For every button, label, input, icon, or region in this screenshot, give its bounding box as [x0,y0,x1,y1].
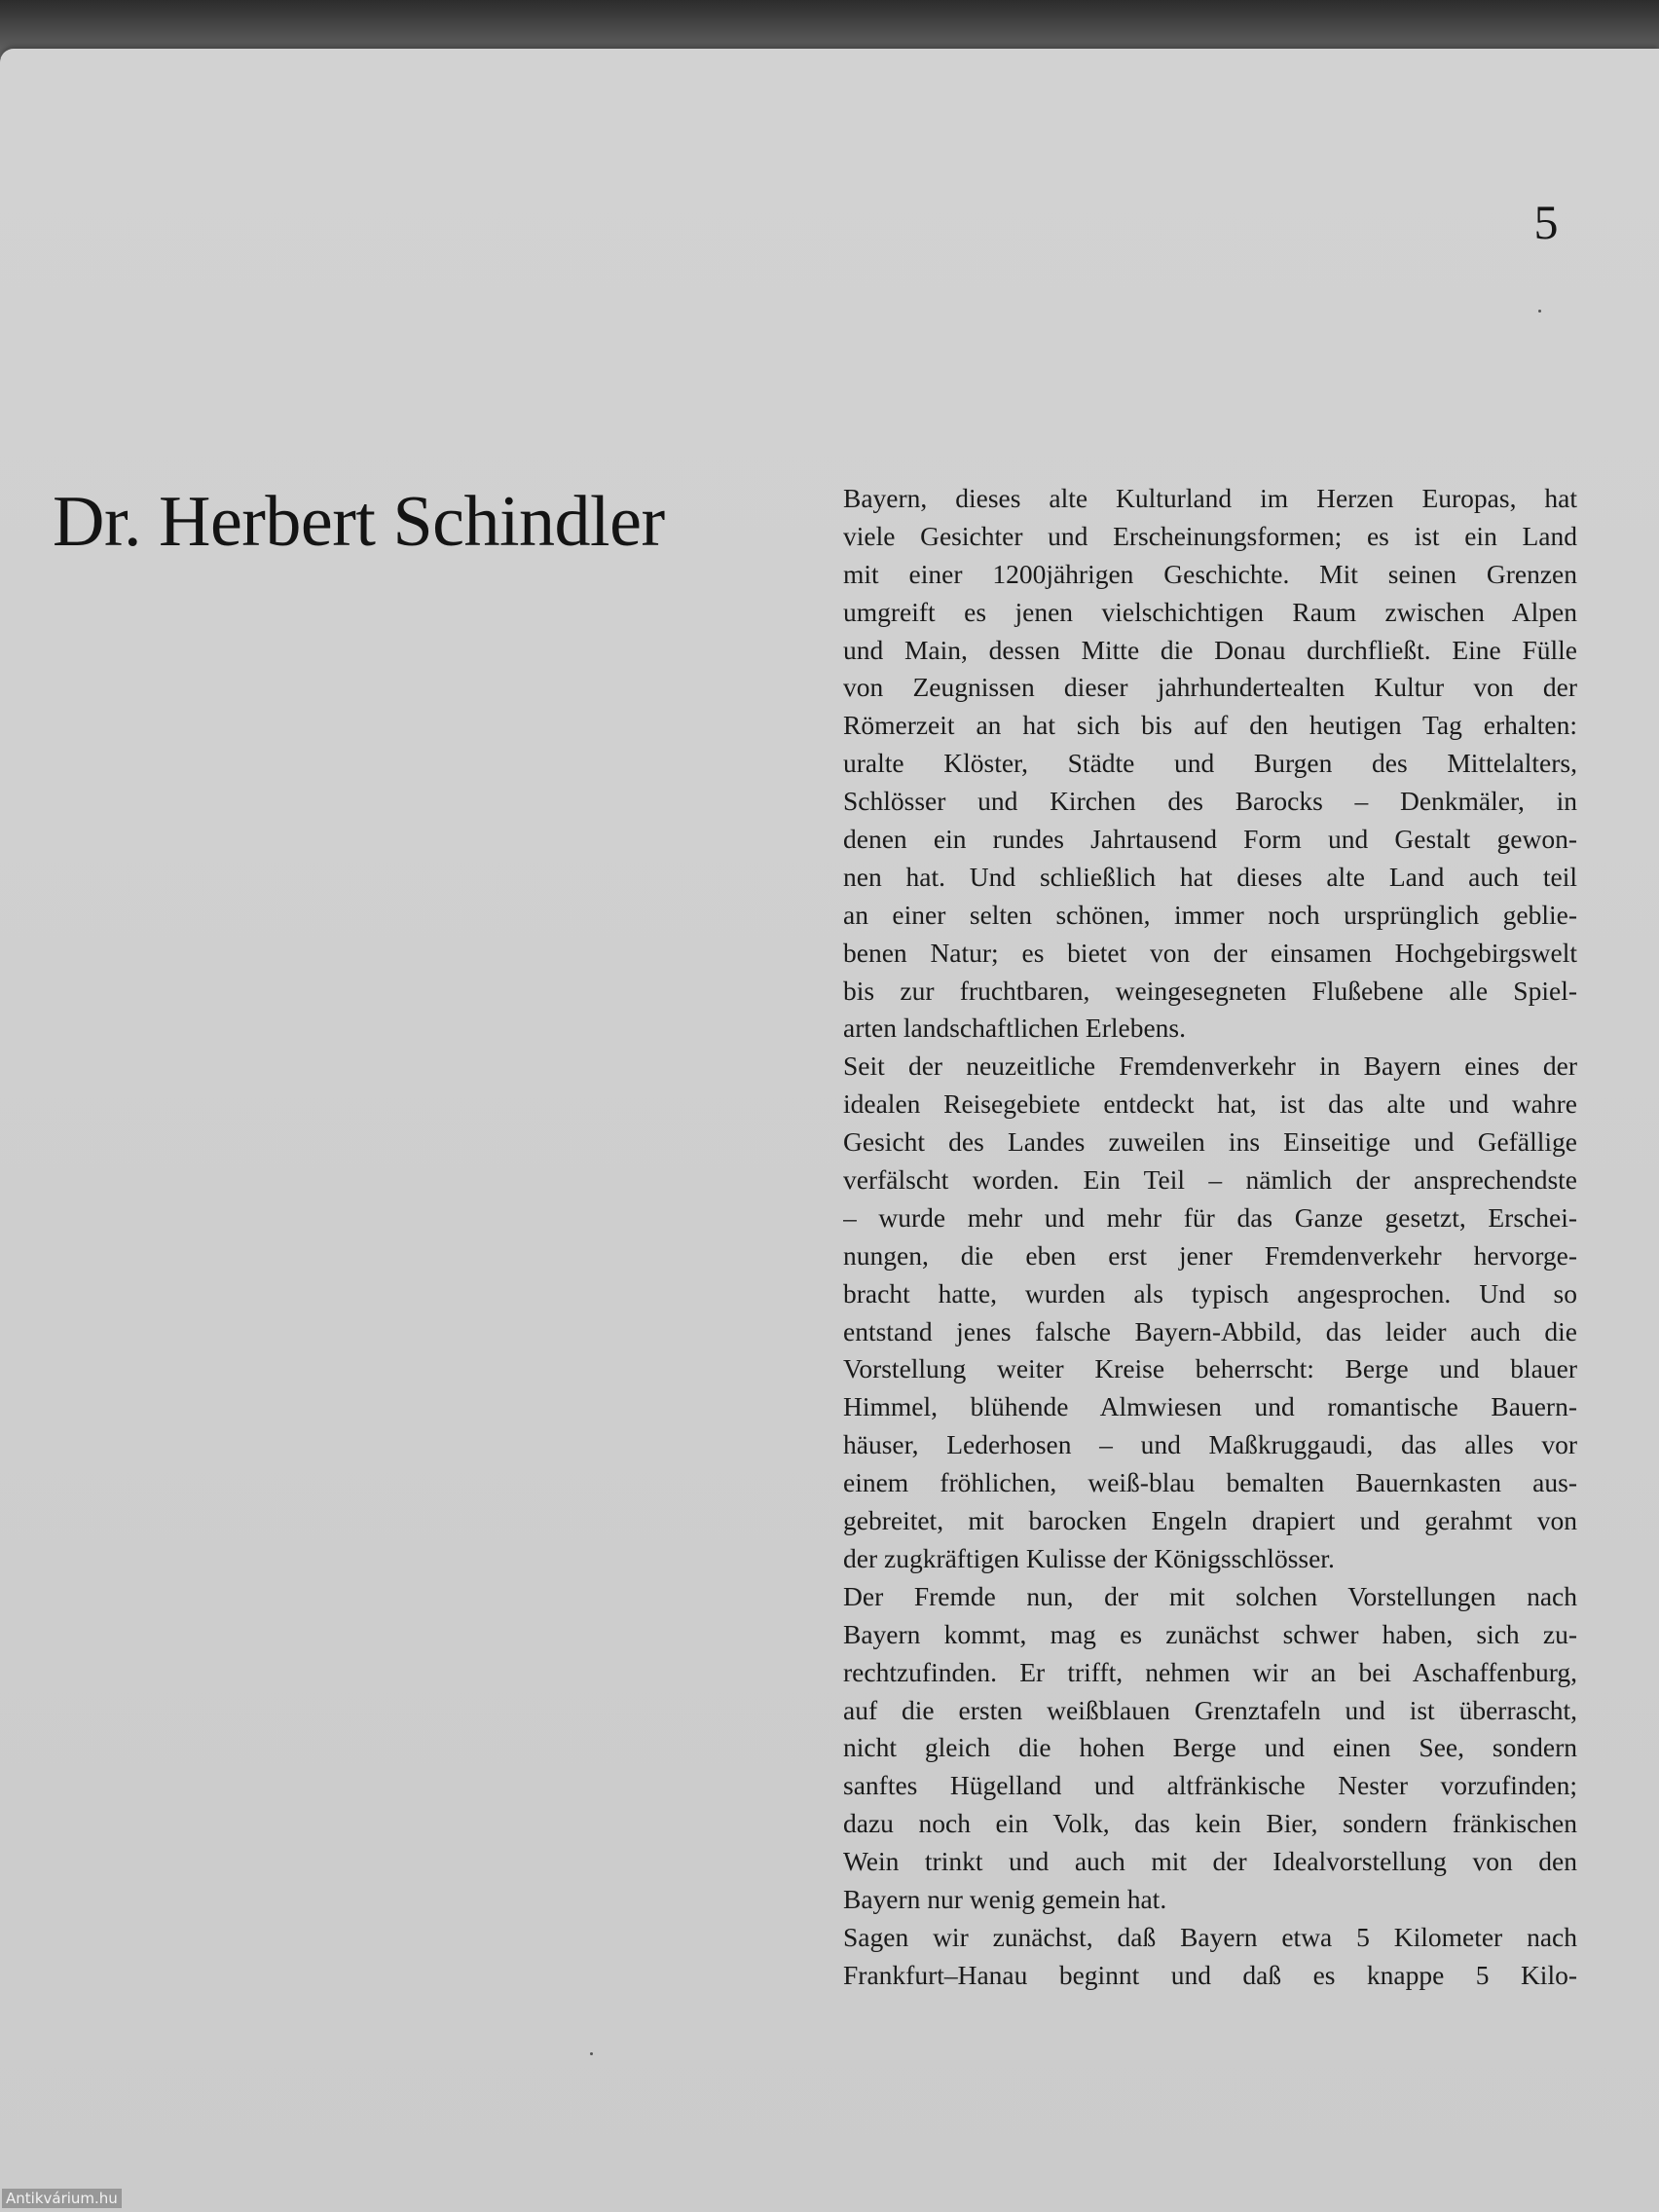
body-text-line: Römerzeit an hat sich bis auf den heutigen Tag erhalten: [843,710,1577,741]
page-number: 5 [1533,195,1559,249]
body-text-line: idealen Reisegebiete entdeckt hat, ist das alte und wahre [843,1088,1577,1120]
body-text-line: an einer selten schönen, immer noch ursprünglich geblie- [843,899,1577,930]
body-text-line: sanftes Hügelland und altfränkische Nester vorzufinden; [843,1770,1577,1801]
body-text-line: nungen, die eben erst jener Fremdenverkehr hervorge- [843,1239,1577,1271]
body-text-line: uralte Klöster, Städte und Burgen des Mittelalters, [843,748,1577,779]
paper-speck [1538,310,1541,313]
paper-speck [590,2052,593,2055]
watermark: Antikvárium.hu [2,2189,122,2208]
body-text-line: Bayern nur wenig gemein hat. [843,1883,1167,1914]
body-text-line: Bayern, dieses alte Kulturland im Herzen Europas, hat [843,483,1577,513]
body-text-line: Gesicht des Landes zuweilen ins Einseitige und Gefällige [843,1126,1577,1158]
body-text-line: – wurde mehr und mehr für das Ganze gesetzt, Erschei- [843,1201,1577,1233]
body-text-line: Vorstellung weiter Kreise beherrscht: Berge und blauer [843,1353,1577,1384]
body-text-line: umgreift es jenen vielschichtigen Raum zwischen Alpen [843,596,1577,627]
body-text-column [843,480,1577,1995]
body-text-line: viele Gesichter und Erscheinungsformen; es ist ein Land [843,520,1577,551]
body-text-line: nicht gleich die hohen Berge und einen See, sondern [843,1732,1577,1763]
body-text-line: benen Natur; es bietet von der einsamen Hochgebirgswelt [843,937,1577,968]
body-text-line: von Zeugnissen dieser jahrhundertealten Kultur von der [843,672,1577,703]
body-text-line: der zugkräftigen Kulisse der Königsschlösser. [843,1542,1335,1573]
body-text-line: Der Fremde nun, der mit solchen Vorstellungen nach [843,1580,1577,1611]
body-text-line: arten landschaftlichen Erlebens. [843,1013,1186,1044]
body-text-line: Sagen wir zunächst, daß Bayern etwa 5 Kilometer nach [843,1921,1577,1952]
body-text-line: einem fröhlichen, weiß-blau bemalten Bauernkasten aus- [843,1467,1577,1498]
body-text-line: Seit der neuzeitliche Fremdenverkehr in Bayern eines der [843,1051,1577,1082]
body-text-line: entstand jenes falsche Bayern-Abbild, das leider auch die [843,1315,1577,1346]
body-text-line: gebreitet, mit barocken Engeln drapiert und gerahmt von [843,1505,1577,1536]
body-text-line: rechtzufinden. Er trifft, nehmen wir an bei Aschaffenburg, [843,1656,1577,1687]
body-text-line: häuser, Lederhosen – und Maßkruggaudi, das alles vor [843,1429,1577,1460]
body-text-line: denen ein rundes Jahrtausend Form und Gestalt gewon- [843,824,1577,855]
body-text-line: Wein trinkt und auch mit der Idealvorstellung von den [843,1846,1577,1877]
body-text-line: mit einer 1200jährigen Geschichte. Mit seinen Grenzen [843,558,1577,589]
body-text-line: Bayern kommt, mag es zunächst schwer haben, sich zu- [843,1618,1577,1649]
body-text-line: bracht hatte, wurden als typisch angesprochen. Und so [843,1277,1577,1309]
body-text-line: dazu noch ein Volk, das kein Bier, sondern fränkischen [843,1808,1577,1839]
body-text-line: auf die ersten weißblauen Grenztafeln und ist überrascht, [843,1694,1577,1725]
body-text-line: Frankfurt–Hanau beginnt und daß es knappe 5 Kilo- [843,1959,1577,1990]
body-text-line: verfälscht worden. Ein Teil – nämlich der ansprechendste [843,1164,1577,1196]
body-text-line: und Main, dessen Mitte die Donau durchfließt. Eine Fülle [843,634,1577,665]
body-text-line: Schlösser und Kirchen des Barocks – Denkmäler, in [843,786,1577,817]
author-heading: Dr. Herbert Schindler [53,482,665,562]
body-text-line: nen hat. Und schließlich hat dieses alte Land auch teil [843,861,1577,892]
body-text-line: Himmel, blühende Almwiesen und romantische Bauern- [843,1391,1577,1422]
body-text-line: bis zur fruchtbaren, weingesegneten Flußebene alle Spiel- [843,975,1577,1006]
